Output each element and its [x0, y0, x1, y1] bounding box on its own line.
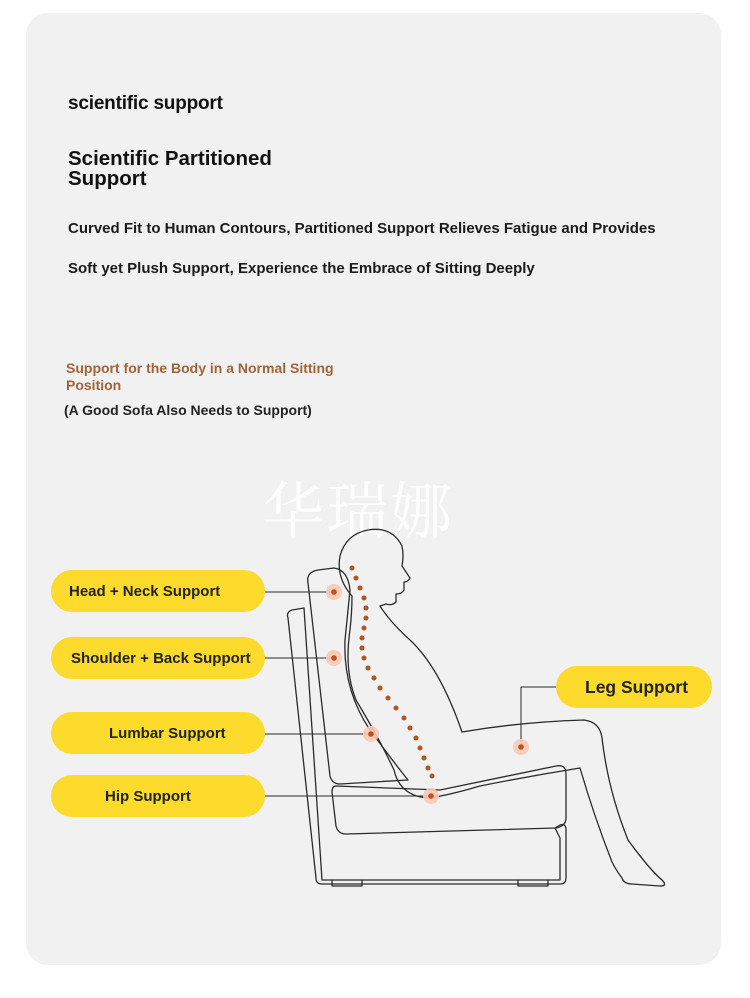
label-hip-support: Hip Support [51, 775, 265, 817]
leader-leg [521, 687, 556, 747]
section-eyebrow: scientific support [68, 93, 223, 114]
description-line-2: Soft yet Plush Support, Experience the Embrace of Sitting Deeply [68, 260, 535, 277]
description-line-1: Curved Fit to Human Contours, Partitioned Support Relieves Fatigue and Provides [68, 220, 656, 237]
label-head-neck-support: Head + Neck Support [51, 570, 265, 612]
sofa-back-cushion [308, 568, 408, 784]
page-title: Scientific Partitioned Support [68, 147, 272, 190]
label-shoulder-back-support: Shoulder + Back Support [51, 637, 265, 679]
sofa-foot-left [332, 880, 362, 886]
support-markers [326, 584, 529, 804]
brand-watermark: 华瑞娜 [262, 475, 455, 548]
label-lumbar-support: Lumbar Support [51, 712, 265, 754]
sofa-foot-right [518, 880, 548, 886]
section-subtitle: Support for the Body in a Normal Sitting Position [66, 360, 334, 393]
section-note: (A Good Sofa Also Needs to Support) [64, 402, 312, 418]
label-leg-support: Leg Support [556, 666, 712, 708]
spine-dots [350, 566, 435, 779]
